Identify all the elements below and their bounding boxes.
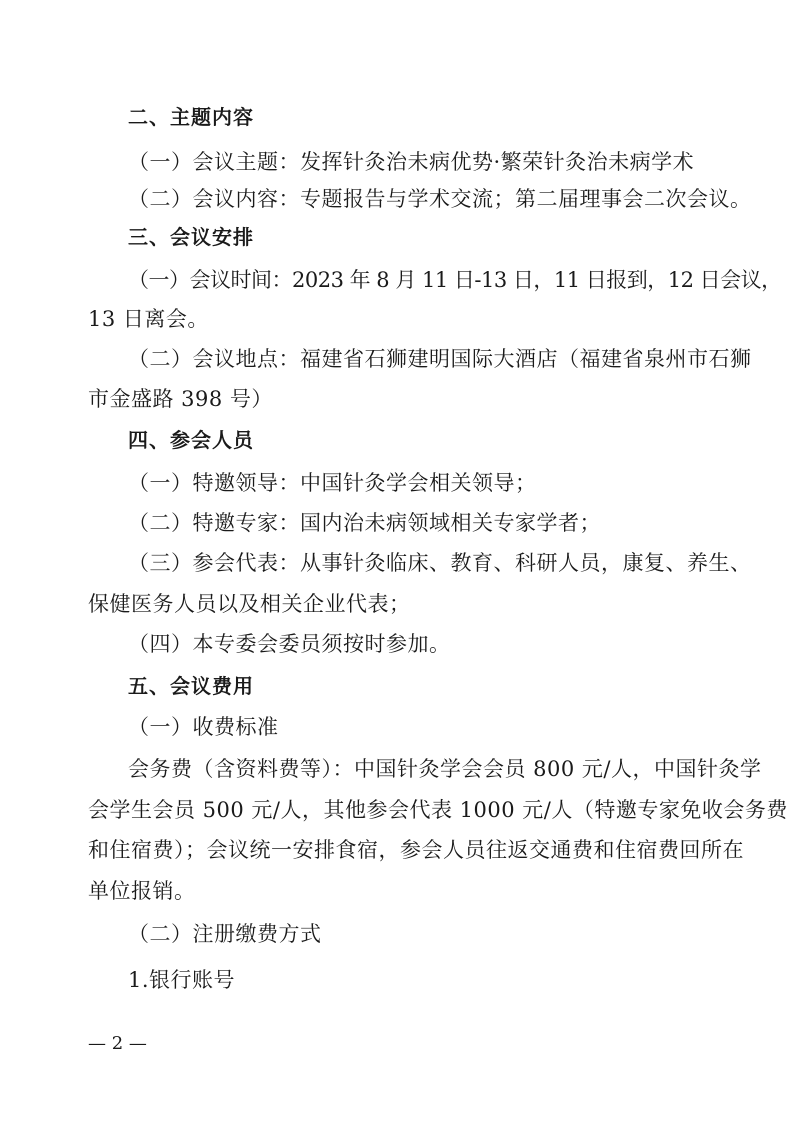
fee-line-3: 和住宿费）；会议统一安排食宿，参会人员往返交通费和住宿费回所在 xyxy=(88,838,744,862)
meeting-content-paragraph: （二）会议内容：专题报告与学术交流；第二届理事会二次会议。 xyxy=(128,187,752,211)
page-number: — 2 — xyxy=(88,1033,147,1054)
fee-line-2: 会学生会员 500 元/人，其他参会代表 1000 元/人（特邀专家免收会务费 xyxy=(88,798,788,822)
meeting-time-line-1: （一）会议时间：2023 年 8 月 11 日-13 日，11 日报到，12 日会议， xyxy=(128,268,782,292)
meeting-theme-paragraph: （一）会议主题：发挥针灸治未病优势·繁荣针灸治未病学术 xyxy=(128,150,695,174)
invited-experts-paragraph: （二）特邀专家：国内治未病领域相关专家学者； xyxy=(128,511,601,535)
fee-line-4: 单位报销。 xyxy=(88,879,196,903)
meeting-time-line-2: 13 日离会。 xyxy=(88,307,209,331)
payment-method-subheading: （二）注册缴费方式 xyxy=(128,922,322,946)
meeting-venue-line-1: （二）会议地点：福建省石狮建明国际大酒店（福建省泉州市石狮 xyxy=(128,347,752,371)
meeting-venue-line-2: 市金盛路 398 号） xyxy=(88,387,273,411)
section-heading-2: 二、主题内容 xyxy=(128,105,254,129)
section-heading-3: 三、会议安排 xyxy=(128,225,254,249)
fee-line-1: 会务费（含资料费等）：中国针灸学会会员 800 元/人，中国针灸学 xyxy=(128,757,762,781)
delegates-line-1: （三）参会代表：从事针灸临床、教育、科研人员，康复、养生、 xyxy=(128,551,752,575)
fee-standard-subheading: （一）收费标准 xyxy=(128,715,279,739)
section-heading-5: 五、会议费用 xyxy=(128,674,254,698)
invited-leaders-paragraph: （一）特邀领导：中国针灸学会相关领导； xyxy=(128,471,537,495)
delegates-line-2: 保健医务人员以及相关企业代表； xyxy=(88,592,411,616)
section-heading-4: 四、参会人员 xyxy=(128,428,254,452)
committee-members-paragraph: （四）本专委会委员须按时参加。 xyxy=(128,632,451,656)
bank-account-item: 1.银行账号 xyxy=(128,968,236,992)
